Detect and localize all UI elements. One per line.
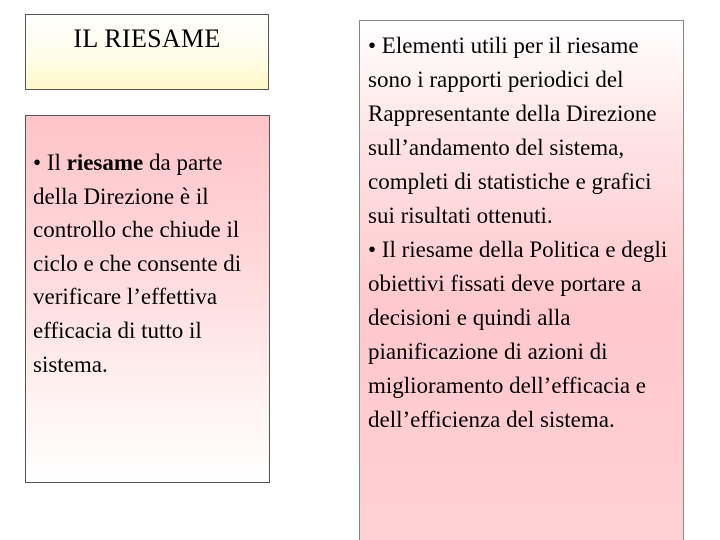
definition-keyword: riesame [66, 150, 144, 175]
bullet: • [33, 150, 42, 175]
details-box [359, 20, 684, 540]
slide-title: IL RIESAME [73, 24, 221, 53]
definition-box [25, 115, 270, 483]
details-paragraph-policy: • Il riesame della Politica e degli obiettivi fissati deve portare a decisioni e quindi alla pianificazione di azioni di miglioramento dell’efficacia e dell’efficienza del sistema. [368, 237, 668, 432]
definition-prefix: Il [41, 150, 67, 175]
title-box [25, 14, 269, 90]
definition-paragraph [33, 146, 265, 381]
details-paragraph-elements: • Elementi utili per il riesame sono i rapporti periodici del Rappresentante della Direzione sull’andamento del sistema, completi di statistiche e grafici sui risultati ottenuti. [368, 33, 657, 228]
definition-text: da parte della Direzione è il controllo che chiude il ciclo e che consente di verificare l’effettiva efficacia di tutto il sistema. [33, 150, 242, 377]
